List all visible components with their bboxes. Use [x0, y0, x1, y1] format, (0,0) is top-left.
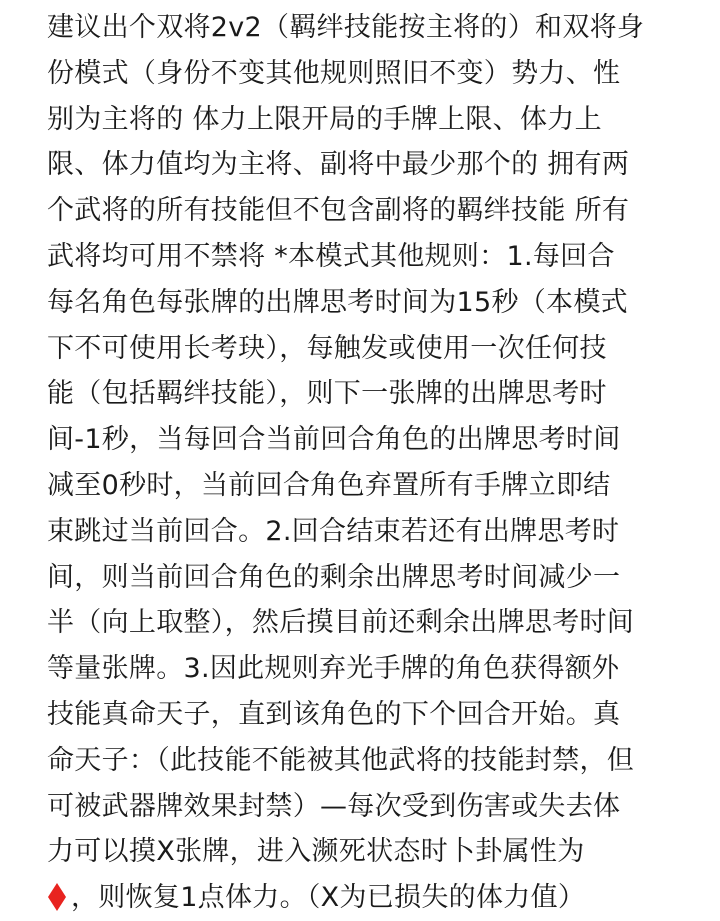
post-line: 能（包括羁绊技能），则下一张牌的出牌思考时 [47, 378, 607, 410]
post-line: 半（向上取整），然后摸目前还剩余出牌思考时间 [47, 607, 635, 639]
post-line: 间-1秒，当每回合当前回合角色的出牌思考时间 [47, 424, 621, 456]
post-line: 减至0秒时，当前回合角色弃置所有手牌立即结 [47, 469, 611, 501]
post-line: 份模式（身份不变其他规则照旧不变）势力、性 [47, 57, 621, 89]
post-line: 命天子：（此技能不能被其他武将的技能封禁，但 [47, 744, 635, 776]
post-line: 下不可使用长考玦），每触发或使用一次任何技 [47, 332, 607, 364]
post-line: 等量张牌。3.因此规则弃光手牌的角色获得额外 [47, 653, 620, 685]
post-line: 可被武器牌效果封禁）—每次受到伤害或失去体 [47, 790, 621, 822]
post-body [47, 0, 687, 921]
post-line: 技能真命天子，直到该角色的下个回合开始。真 [47, 698, 621, 730]
post-line: 武将均可用不禁将 *本模式其他规则：1.每回合 [47, 240, 615, 272]
post-line: 力可以摸X张牌，进入濒死状态时卜卦属性为 [47, 836, 585, 868]
post-line: 每名角色每张牌的出牌思考时间为15秒（本模式 [47, 286, 628, 318]
post-last-line [47, 875, 687, 921]
post-line: 束跳过当前回合。2.回合结束若还有出牌思考时 [47, 515, 620, 547]
post-line: 建议出个双将2v2（羁绊技能按主将的）和双将身 [47, 12, 645, 43]
post-line: 间，则当前回合角色的剩余出牌思考时间减少一 [47, 561, 621, 593]
red-diamond-suit-icon [47, 882, 67, 912]
post-line: 限、体力值均为主将、副将中最少那个的 拥有两 [47, 149, 630, 181]
post-last-line-text: ，则恢复1点体力。（X为已损失的体力值） [71, 882, 586, 914]
post-line: 个武将的所有技能但不包含副将的羁绊技能 所有 [47, 195, 630, 227]
post-line: 别为主将的 体力上限开局的手牌上限、体力上 [47, 103, 602, 135]
